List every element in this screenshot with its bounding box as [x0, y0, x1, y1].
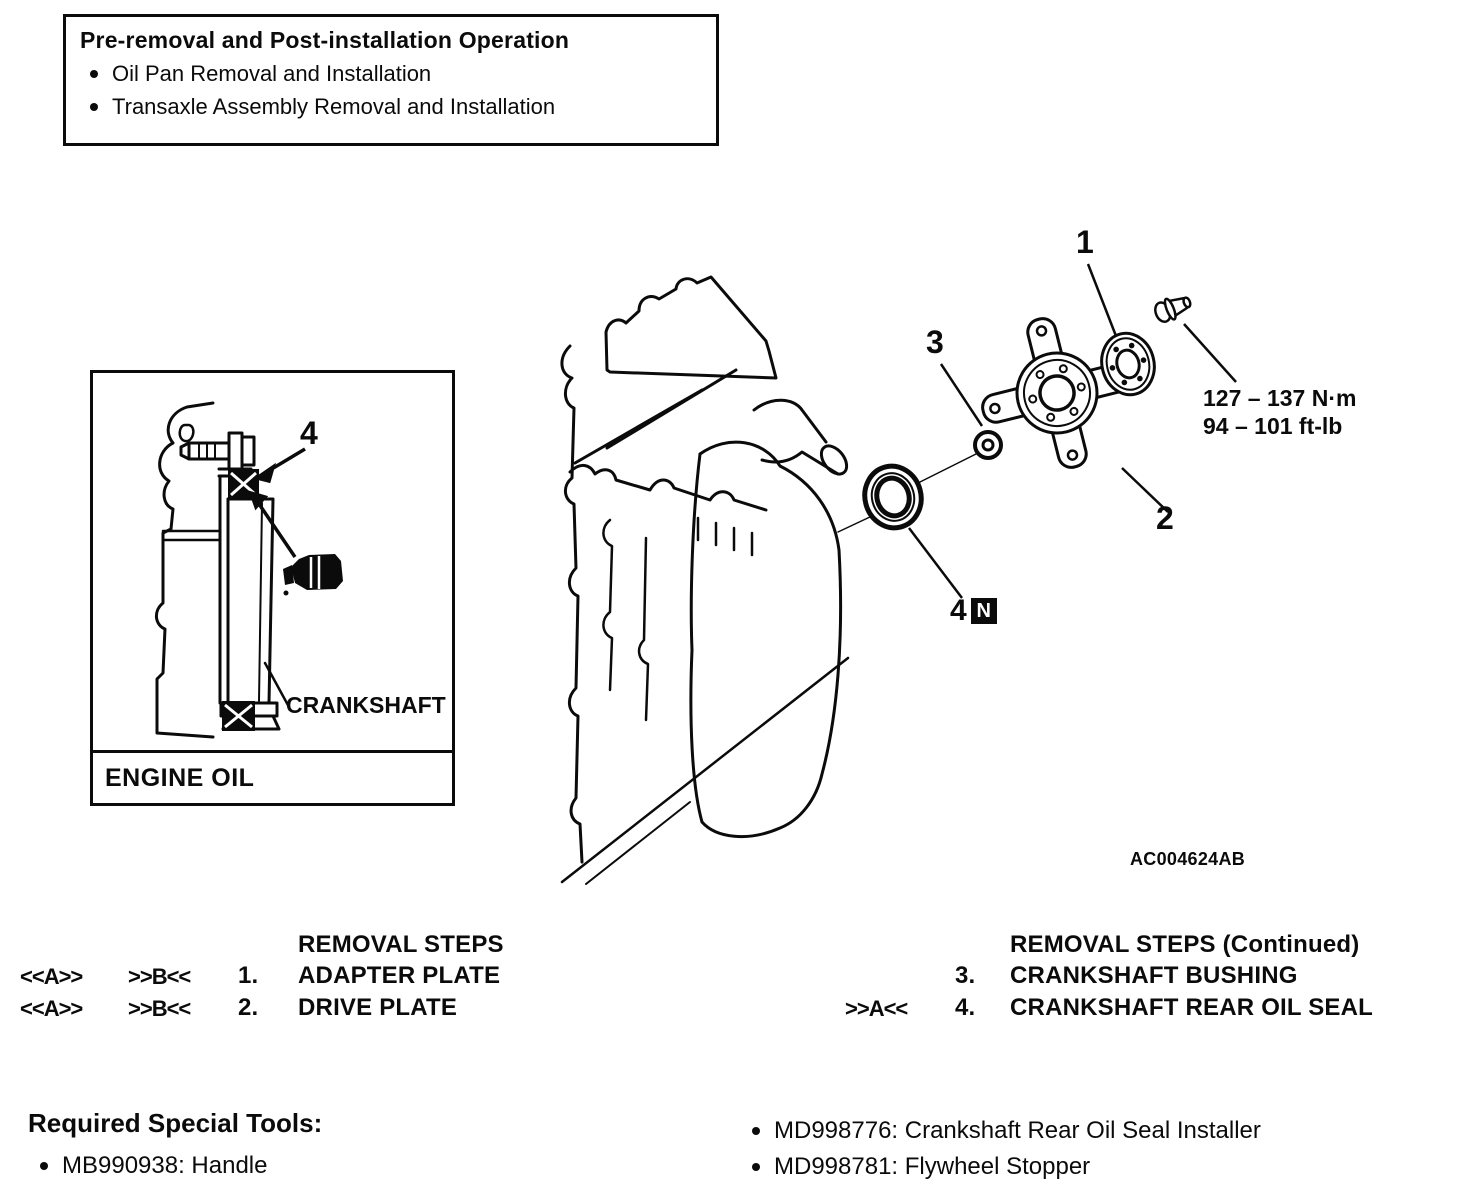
oil-seal-ring [858, 460, 928, 534]
pre-op-item [80, 94, 702, 120]
tool-item-label: MB990938: Handle [62, 1152, 268, 1179]
exploded-view-drawing [550, 220, 1460, 890]
step-number: 1. [238, 962, 259, 989]
step-label: ADAPTER PLATE [298, 962, 501, 989]
torque-spec-ftlb: 94 – 101 ft-lb [1203, 413, 1343, 439]
pre-op-title: Pre-removal and Post-installation Operation [80, 27, 570, 53]
step-marker: >>A<< [845, 996, 908, 1021]
tool-item [742, 1117, 1261, 1145]
step-label: DRIVE PLATE [298, 994, 458, 1021]
step-marker: >>B<< [128, 996, 191, 1021]
inset-caption-label: ENGINE OIL [105, 763, 255, 792]
bullet-dot-icon [90, 70, 98, 78]
inset-caption [93, 750, 452, 803]
removal-steps-title: REMOVAL STEPS [298, 931, 504, 958]
oil-tube-icon [283, 554, 343, 596]
bullet-dot-icon [752, 1163, 760, 1171]
engine-outline [562, 277, 976, 884]
torque-spec-nm: 127 – 137 N·m [1203, 385, 1357, 411]
step-number: 3. [955, 962, 976, 989]
inset-figure-box [90, 370, 455, 806]
bullet-dot-icon [40, 1162, 48, 1170]
figure-code: AC004624AB [1130, 849, 1246, 869]
bullet-dot-icon [90, 103, 98, 111]
callout-4-label: 4 [950, 594, 967, 627]
callout-2: 2 [1156, 500, 1174, 536]
inset-callout-4: 4 [300, 415, 318, 451]
step-marker: <<A>> [20, 964, 83, 989]
step-label: CRANKSHAFT BUSHING [1010, 962, 1298, 989]
tool-item [30, 1152, 267, 1180]
tool-item-label: MD998776: Crankshaft Rear Oil Seal Installer [774, 1117, 1261, 1144]
callout-4-new [950, 594, 997, 628]
pre-op-box [63, 14, 719, 146]
pre-op-item-label: Transaxle Assembly Removal and Installation [112, 94, 556, 119]
bullet-dot-icon [752, 1127, 760, 1135]
step-number: 4. [955, 994, 976, 1021]
step-marker: >>B<< [128, 964, 191, 989]
removal-steps-continued-title: REMOVAL STEPS (Continued) [1010, 931, 1360, 958]
tool-item [742, 1153, 1090, 1181]
tool-item-label: MD998781: Flywheel Stopper [774, 1153, 1091, 1180]
inset-part-label: CRANKSHAFT [286, 692, 446, 718]
pre-op-item-label: Oil Pan Removal and Installation [112, 61, 432, 86]
step-label: CRANKSHAFT REAR OIL SEAL [1010, 994, 1374, 1021]
step-marker: <<A>> [20, 996, 83, 1021]
flange-bolt [1152, 291, 1194, 325]
crankshaft-bushing [975, 432, 1001, 458]
pre-op-item [80, 61, 702, 87]
new-part-marker: N [971, 598, 997, 624]
step-number: 2. [238, 994, 259, 1021]
required-tools-title: Required Special Tools: [28, 1108, 323, 1138]
callout-1: 1 [1076, 224, 1094, 260]
callout-3: 3 [926, 324, 944, 360]
